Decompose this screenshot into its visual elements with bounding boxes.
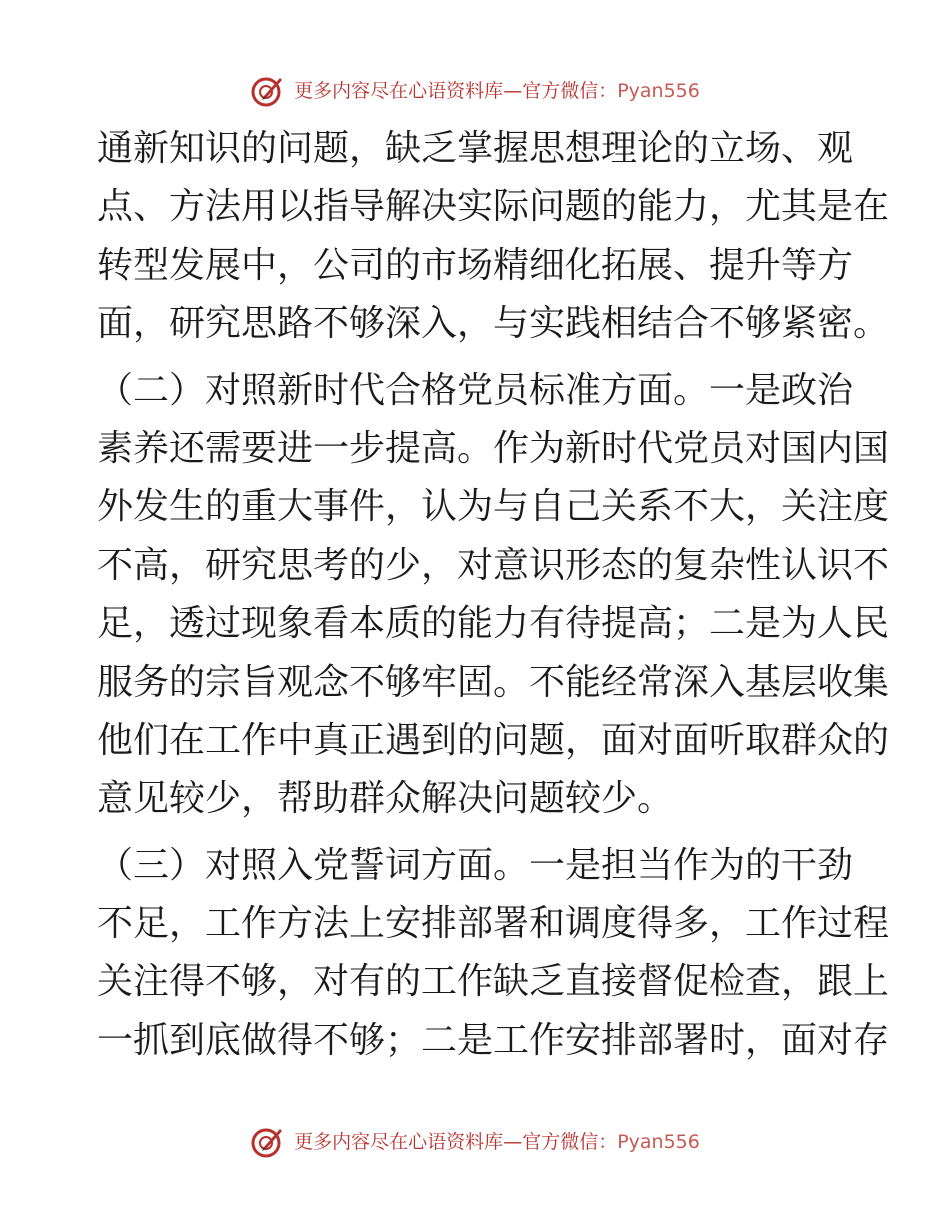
watermark-account: Pyan556: [617, 1130, 700, 1153]
watermark-footer: [0, 1124, 950, 1158]
text-line: 关注得不够，对有的工作缺乏直接督促检查，跟上: [97, 961, 890, 1003]
watermark-text: [294, 1125, 700, 1159]
text-line: （三）对照入党誓词方面。一是担当作为的干劲: [97, 844, 854, 886]
text-line: 意见较少，帮助群众解决问题较少。: [97, 778, 674, 820]
text-line: （二）对照新时代合格党员标准方面。一是政治: [97, 369, 854, 411]
text-line: 面，研究思路不够深入，与实践相结合不够紧密。: [97, 303, 890, 345]
text-line: 足，透过现象看本质的能力有待提高；二是为人民: [97, 603, 890, 645]
text-line: 素养还需要进一步提高。作为新时代党员对国内国: [97, 427, 890, 469]
text-line: 服务的宗旨观念不够牢固。不能经常深入基层收集: [97, 661, 890, 703]
paragraph-2: [97, 362, 890, 829]
paragraph-3: [97, 837, 890, 1071]
text-line: 一抓到底做得不够；二是工作安排部署时，面对存: [97, 1019, 890, 1061]
watermark-official: 官方微信：: [522, 1130, 618, 1153]
text-line: 转型发展中，公司的市场精细化拓展、提升等方: [97, 244, 854, 286]
text-line: 他们在工作中真正遇到的问题，面对面听取群众的: [97, 719, 890, 761]
quill-logo-icon: [250, 1125, 284, 1159]
watermark-account: Pyan556: [617, 79, 700, 102]
watermark-main: 更多内容尽在心语资料库: [294, 1130, 504, 1153]
watermark-official: 官方微信：: [522, 79, 618, 102]
watermark-separator: —: [503, 1130, 523, 1153]
text-line: 点、方法用以指导解决实际问题的能力，尤其是在: [97, 186, 890, 228]
text-line: 外发生的重大事件，认为与自己关系不大，关注度: [97, 486, 890, 528]
watermark-text: [294, 74, 700, 108]
watermark-separator: —: [503, 79, 523, 102]
text-line: 不足，工作方法上安排部署和调度得多，工作过程: [97, 903, 890, 945]
watermark-main: 更多内容尽在心语资料库: [294, 79, 504, 102]
paragraph-1: [97, 120, 890, 354]
document-body: [97, 120, 890, 1078]
watermark-header: [0, 73, 950, 107]
quill-logo-icon: [250, 74, 284, 108]
text-line: 不高，研究思考的少，对意识形态的复杂性认识不: [97, 544, 890, 586]
text-line: 通新知识的问题，缺乏掌握思想理论的立场、观: [97, 128, 854, 169]
